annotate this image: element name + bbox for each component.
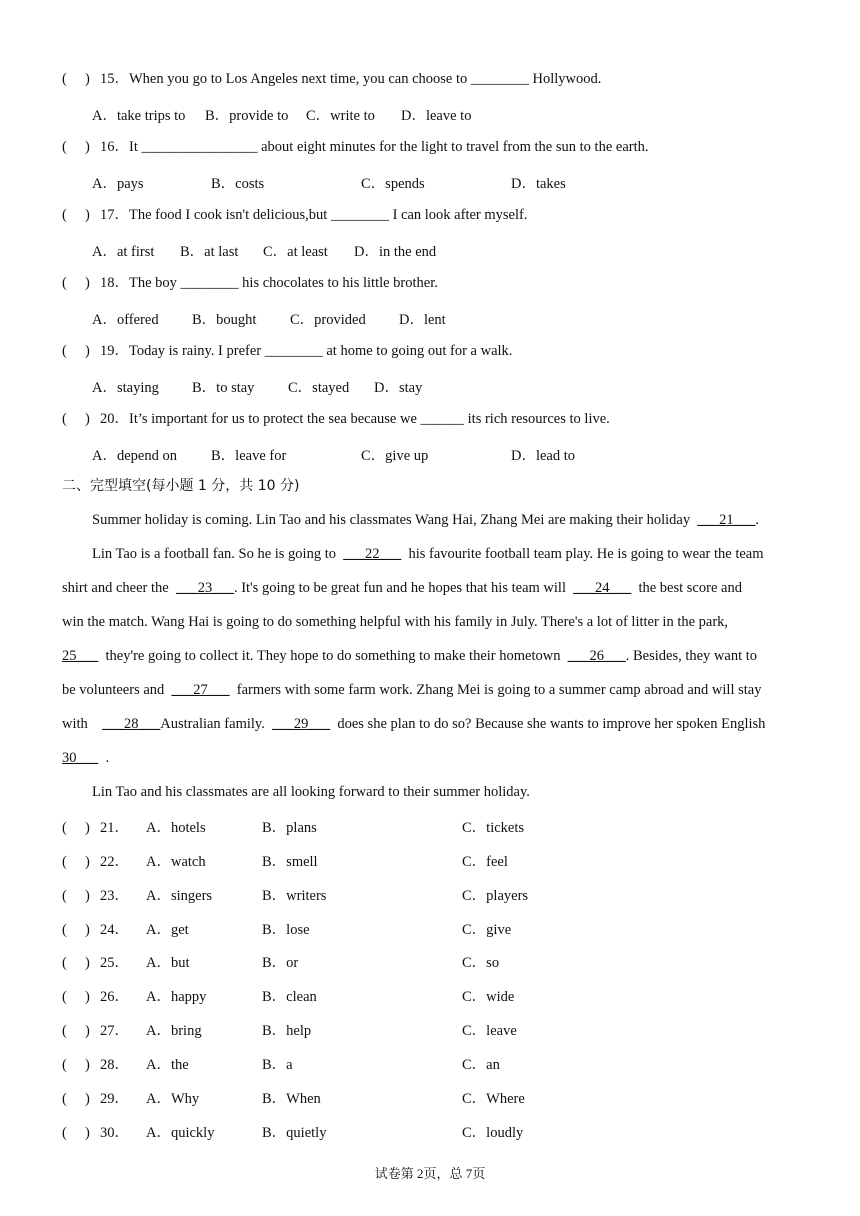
answer-paren-left: ( [62, 854, 67, 870]
option-b: B．to stay [192, 380, 255, 396]
blank-25: 25___ [62, 648, 99, 664]
option-c: C．give [462, 922, 512, 938]
option-c: C．spends [361, 176, 425, 192]
question-stem: When you go to Los Angeles next time, you can choose to ________ Hollywood. [129, 71, 602, 87]
answer-paren-left: ( [62, 411, 67, 427]
question-number: 18 [100, 275, 115, 291]
option-b: B．bought [192, 312, 257, 328]
option-a: A．bring [146, 1023, 202, 1039]
answer-paren-left: ( [62, 955, 67, 971]
question-number: 24 [100, 922, 115, 938]
option-a: A．singers [146, 888, 213, 904]
passage-text: Australian family. [160, 716, 265, 732]
question-stem: Today is rainy. I prefer ________ at home to going out for a walk. [129, 343, 513, 359]
question-number: 27 [100, 1023, 115, 1039]
option-b: B．help [262, 1023, 312, 1039]
option-b: B．costs [211, 176, 265, 192]
passage-text: Lin Tao and his classmates are all looking forward to their summer holiday. [92, 784, 530, 800]
option-c: C．at least [263, 244, 328, 260]
cloze-question-30: ( ) 30． A．quickly B．quietly C．loudly [0, 1121, 860, 1141]
option-d: D．leave to [401, 108, 472, 124]
answer-paren-left: ( [62, 1023, 67, 1039]
page-footer: 试卷第 2页，总 7页 [374, 1166, 486, 1181]
question-number: 20 [100, 411, 115, 427]
answer-paren-right: ) [84, 411, 90, 427]
blank-28: ___28___ [102, 716, 161, 732]
option-a: A．the [146, 1057, 189, 1073]
option-c: C．feel [462, 854, 508, 870]
passage-text: farmers with some farm work. Zhang Mei is going to a summer camp abroad and will stay [236, 682, 762, 698]
option-b: B．a [262, 1057, 293, 1073]
option-b: B．quietly [262, 1125, 327, 1141]
option-b: B．provide to [205, 108, 289, 124]
cloze-question-22: ( ) 22． A．watch B．smell C．feel [0, 850, 860, 870]
option-a: A．happy [146, 989, 207, 1005]
question-number: 30 [100, 1125, 115, 1141]
option-a: A．staying [92, 380, 159, 396]
passage-text: the best score and [638, 580, 742, 596]
cloze-question-26: ( ) 26． A．happy B．clean C．wide [0, 985, 860, 1005]
question-stem: The food I cook isn't delicious,but ________ I can look after myself. [129, 207, 528, 223]
cloze-question-28: ( ) 28． A．the B．a C．an [0, 1053, 860, 1073]
question-number: 19 [100, 343, 115, 359]
cloze-question-24: ( ) 24． A．get B．lose C．give [0, 918, 860, 938]
question-number: 25 [100, 955, 115, 971]
option-a: A．hotels [146, 820, 206, 836]
option-b: B．clean [262, 989, 317, 1005]
passage-text: . Besides, they want to [625, 648, 758, 664]
option-a: A．depend on [92, 448, 177, 464]
passage-text: Lin Tao is a football fan. So he is going to [92, 546, 336, 562]
blank-27: ___27___ [171, 682, 230, 698]
answer-paren-left: ( [62, 275, 67, 291]
answer-paren-right: ) [84, 922, 90, 938]
blank-30: 30___ [62, 750, 99, 766]
answer-paren-left: ( [62, 989, 67, 1005]
question-number: 26 [100, 989, 115, 1005]
passage-text: Summer holiday is coming. Lin Tao and his classmates Wang Hai, Zhang Mei are making their holiday [92, 512, 691, 528]
answer-paren-right: ) [84, 71, 90, 87]
option-c: C．wide [462, 989, 515, 1005]
question-number: 16 [100, 139, 115, 155]
passage-text: they're going to collect it. They hope to do something to make their hometown [105, 648, 561, 664]
option-d: D．lent [399, 312, 446, 328]
answer-paren-left: ( [62, 207, 67, 223]
answer-paren-left: ( [62, 922, 67, 938]
option-a: A．Why [146, 1091, 200, 1107]
option-d: D．stay [374, 380, 423, 396]
option-b: B．or [262, 955, 299, 971]
cloze-question-21: ( ) 21． A．hotels B．plans C．tickets [0, 816, 860, 836]
option-b: B．at last [180, 244, 239, 260]
answer-paren-left: ( [62, 71, 67, 87]
answer-paren-right: ) [84, 955, 90, 971]
blank-26: ___26___ [567, 648, 626, 664]
blank-24: ___24___ [573, 580, 632, 596]
question-number: 29 [100, 1091, 115, 1107]
blank-21: ___21___ [697, 512, 756, 528]
blank-23: ___23___ [175, 580, 234, 596]
passage-text: . [105, 750, 110, 766]
cloze-question-25: ( ) 25． A．but B．or C．so [0, 951, 860, 971]
question-number: 21 [100, 820, 115, 836]
question-number: 15 [100, 71, 115, 87]
answer-paren-right: ) [84, 343, 90, 359]
question-number: 23 [100, 888, 115, 904]
option-b: B．When [262, 1091, 321, 1107]
question-stem: It ________________ about eight minutes for the light to travel from the sun to the earth. [129, 139, 649, 155]
answer-paren-right: ) [84, 139, 90, 155]
answer-paren-right: ) [84, 989, 90, 1005]
option-c: C．provided [290, 312, 366, 328]
answer-paren-left: ( [62, 820, 67, 836]
cloze-question-27: ( ) 27． A．bring B．help C．leave [0, 1019, 860, 1039]
passage-text: with [62, 716, 88, 732]
option-c: C．tickets [462, 820, 525, 836]
option-c: C．stayed [288, 380, 350, 396]
option-a: A．but [146, 955, 190, 971]
answer-paren-left: ( [62, 1091, 67, 1107]
option-d: D．takes [511, 176, 566, 192]
option-b: B．leave for [211, 448, 287, 464]
option-b: B．writers [262, 888, 327, 904]
passage-text: be volunteers and [62, 682, 165, 698]
option-a: A．offered [92, 312, 159, 328]
option-a: A．at first [92, 244, 155, 260]
option-d: D．in the end [354, 244, 437, 260]
answer-paren-right: ) [84, 1057, 90, 1073]
answer-paren-left: ( [62, 139, 67, 155]
section-title: 二、完型填空(每小题 1 分，共 10 分) [62, 478, 300, 494]
question-number: 17 [100, 207, 115, 223]
option-c: C．players [462, 888, 529, 904]
answer-paren-right: ) [84, 854, 90, 870]
option-b: B．smell [262, 854, 318, 870]
option-a: A．watch [146, 854, 206, 870]
answer-paren-right: ) [84, 207, 90, 223]
answer-paren-right: ) [84, 1023, 90, 1039]
question-stem: It’s important for us to protect the sea because we ______ its rich resources to live. [129, 411, 610, 427]
option-b: B．lose [262, 922, 310, 938]
blank-29: ___29___ [272, 716, 331, 732]
answer-paren-right: ) [84, 1125, 90, 1141]
option-c: C．loudly [462, 1125, 524, 1141]
answer-paren-left: ( [62, 1057, 67, 1073]
answer-paren-right: ) [84, 275, 90, 291]
answer-paren-right: ) [84, 888, 90, 904]
option-d: D．lead to [511, 448, 576, 464]
option-a: A．quickly [146, 1125, 215, 1141]
passage-text: win the match. Wang Hai is going to do something helpful with his family in July. There's a lot of litter in the park, [62, 614, 729, 630]
answer-paren-left: ( [62, 1125, 67, 1141]
cloze-question-23: ( ) 23． A．singers B．writers C．players [0, 884, 860, 904]
option-a: A．pays [92, 176, 144, 192]
question-number: 22 [100, 854, 115, 870]
answer-paren-left: ( [62, 343, 67, 359]
option-c: C．so [462, 955, 500, 971]
answer-paren-right: ) [84, 820, 90, 836]
question-stem: The boy ________ his chocolates to his little brother. [129, 275, 438, 291]
option-c: C．write to [306, 108, 375, 124]
answer-paren-right: ) [84, 1091, 90, 1107]
passage-text: does she plan to do so? Because she wants to improve her spoken English [337, 716, 766, 732]
option-c: C．Where [462, 1091, 525, 1107]
option-c: C．an [462, 1057, 500, 1073]
blank-22: ___22___ [343, 546, 402, 562]
option-c: C．leave [462, 1023, 517, 1039]
passage-text: . [755, 512, 759, 528]
question-number: 28 [100, 1057, 115, 1073]
option-a: A．take trips to [92, 108, 186, 124]
passage-text: shirt and cheer the [62, 580, 169, 596]
option-b: B．plans [262, 820, 317, 836]
passage-text: . It's going to be great fun and he hopes that his team will [233, 580, 566, 596]
option-c: C．give up [361, 448, 429, 464]
option-a: A．get [146, 922, 189, 938]
cloze-question-29: ( ) 29． A．Why B．When C．Where [0, 1087, 860, 1107]
answer-paren-left: ( [62, 888, 67, 904]
passage-text: his favourite football team play. He is going to wear the team [408, 546, 764, 562]
